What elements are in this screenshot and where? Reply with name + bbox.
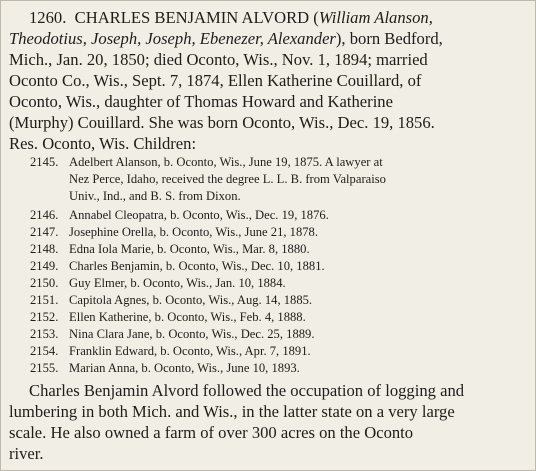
- entry-number: 1260.: [29, 8, 67, 27]
- child-entry: [1, 258, 535, 275]
- child-text: Ellen Katherine, b. Oconto, Wis., Feb. 4, 1888.: [69, 310, 306, 324]
- child-number: 2155.: [30, 361, 59, 375]
- child-number: 2153.: [30, 327, 59, 341]
- child-continuation: Univ., Ind., and B. S. from Dixon.: [69, 189, 241, 203]
- entry-body-line: Oconto Co., Wis., Sept. 7, 1874, Ellen Katherine Couillard, of: [9, 71, 422, 90]
- child-entry: [1, 309, 535, 326]
- child-entry: [1, 360, 535, 377]
- born-place-fragment: ), born Bedford,: [335, 29, 443, 48]
- child-number: 2146.: [30, 208, 59, 222]
- child-text: Marian Anna, b. Oconto, Wis., June 10, 1893.: [69, 361, 300, 375]
- child-text: Guy Elmer, b. Oconto, Wis., Jan. 10, 1884.: [69, 276, 286, 290]
- child-entry: [1, 241, 535, 258]
- child-number: 2148.: [30, 242, 59, 256]
- child-text: Adelbert Alanson, b. Oconto, Wis., June 19, 1875. A lawyer at: [69, 155, 383, 169]
- parents-line-1: William Alanson,: [318, 8, 433, 27]
- child-number: 2149.: [30, 259, 59, 273]
- child-text: Annabel Cleopatra, b. Oconto, Wis., Dec. 19, 1876.: [69, 208, 329, 222]
- closing-line: river.: [9, 444, 44, 463]
- entry-header-line-1: [29, 7, 536, 28]
- child-entry: [1, 275, 535, 292]
- entry-body-line: Mich., Jan. 20, 1850; died Oconto, Wis., Nov. 1, 1894; married: [9, 50, 428, 69]
- child-number: 2147.: [30, 225, 59, 239]
- parents-line-2: Theodotius, Joseph, Joseph, Ebenezer, Alexander: [9, 29, 336, 48]
- child-text: Charles Benjamin, b. Oconto, Wis., Dec. 10, 1881.: [69, 259, 325, 273]
- entry-body-line: (Murphy) Couillard. She was born Oconto, Wis., Dec. 19, 1856.: [9, 113, 435, 132]
- child-entry: [1, 343, 535, 360]
- closing-line: Charles Benjamin Alvord followed the occupation of logging and: [29, 381, 465, 400]
- entry-header-line-2: [9, 28, 529, 49]
- child-text: Josephine Orella, b. Oconto, Wis., June 21, 1878.: [69, 225, 319, 239]
- closing-line: scale. He also owned a farm of over 300 acres on the Oconto: [9, 423, 414, 442]
- child-text: Edna Iola Marie, b. Oconto, Wis., Mar. 8, 1880.: [69, 242, 310, 256]
- child-entry: [1, 292, 535, 309]
- entry-name: CHARLES BENJAMIN ALVORD: [74, 8, 310, 27]
- child-number: 2152.: [30, 310, 59, 324]
- child-entry: [1, 207, 535, 224]
- child-number: 2154.: [30, 344, 59, 358]
- child-number: 2145.: [30, 155, 59, 169]
- child-entry: [1, 224, 535, 241]
- child-entry: [1, 154, 535, 171]
- child-number: 2150.: [30, 276, 59, 290]
- child-number: 2151.: [30, 293, 59, 307]
- closing-line: lumbering in both Mich. and Wis., in the latter state on a very large: [9, 402, 455, 421]
- entry-body-line: Oconto, Wis., daughter of Thomas Howard and Katherine: [9, 92, 393, 111]
- child-text: Nina Clara Jane, b. Oconto, Wis., Dec. 25, 1889.: [69, 327, 315, 341]
- entry-body-line: Res. Oconto, Wis. Children:: [9, 134, 197, 153]
- child-text: Franklin Edward, b. Oconto, Wis., Apr. 7, 1891.: [69, 344, 311, 358]
- child-continuation: Nez Perce, Idaho, received the degree L. L. B. from Valparaiso: [69, 172, 386, 186]
- child-entry: [1, 326, 535, 343]
- paren-open: (: [313, 8, 319, 27]
- child-text: Capitola Agnes, b. Oconto, Wis., Aug. 14, 1885.: [69, 293, 313, 307]
